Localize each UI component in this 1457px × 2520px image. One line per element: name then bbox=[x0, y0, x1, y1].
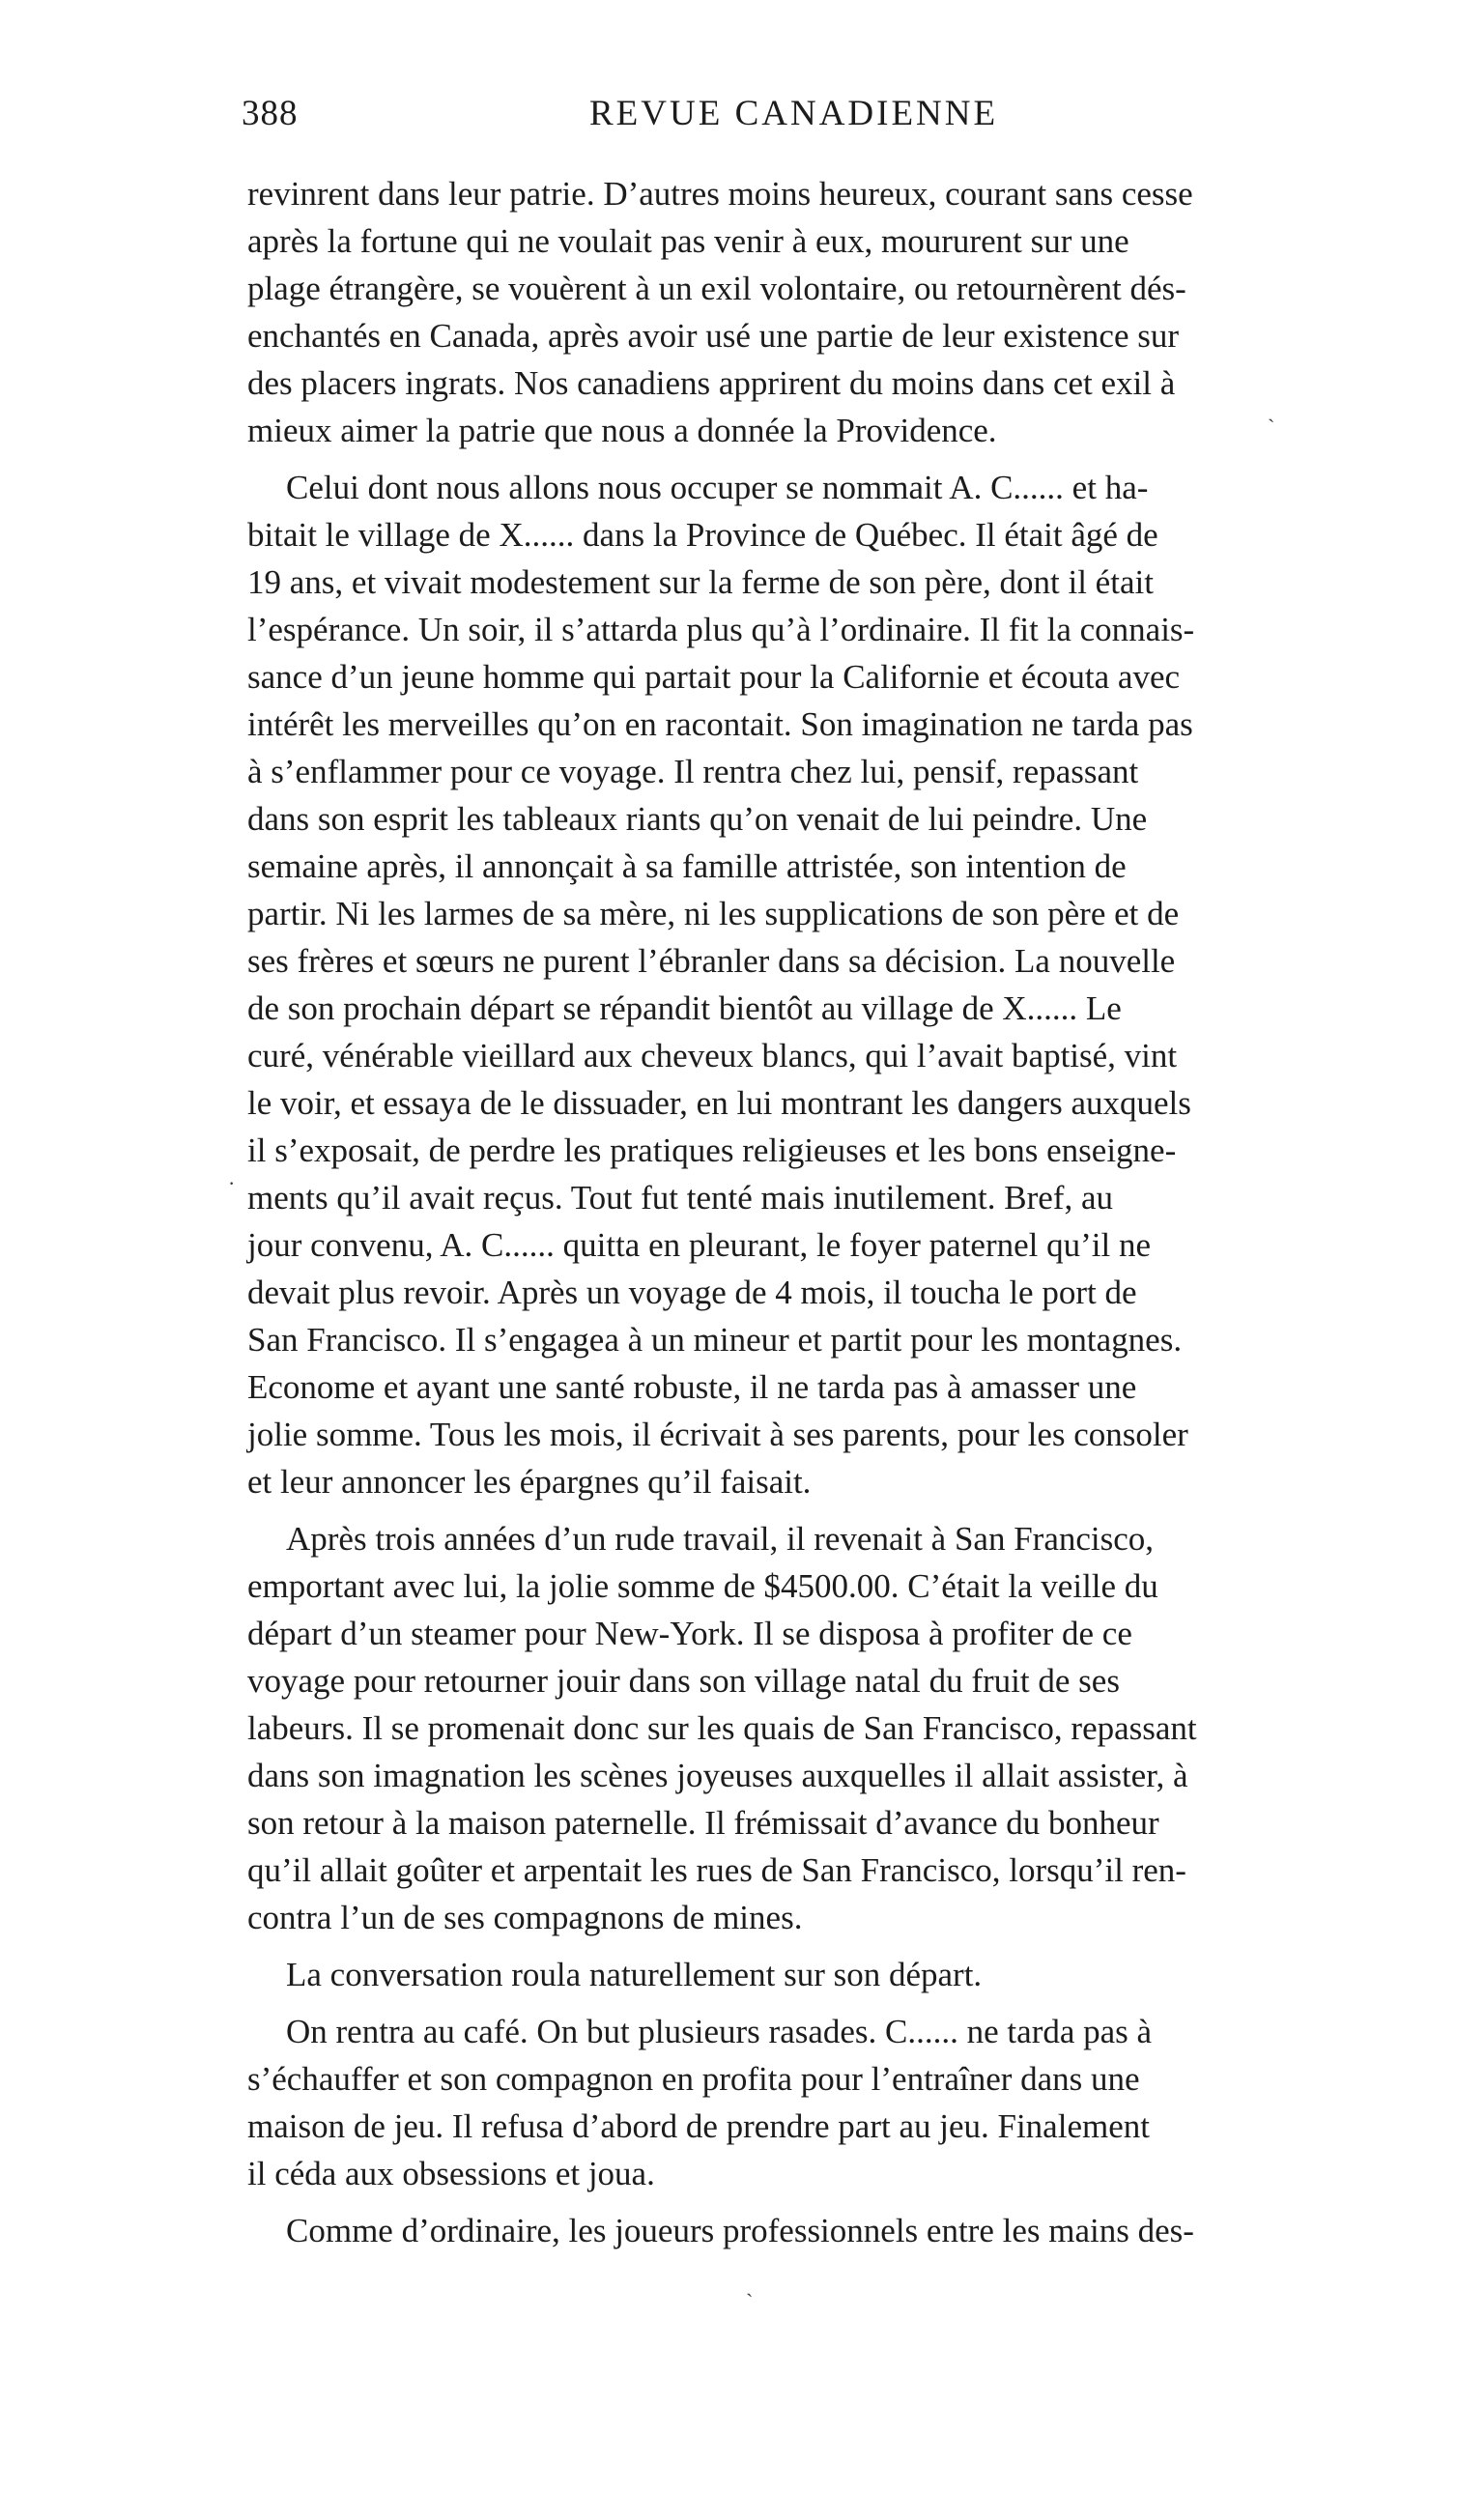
text-line: jour convenu, A. C...... quitta en pleurant, le foyer paternel qu’il ne bbox=[247, 1226, 1152, 1264]
text-line: devait plus revoir. Après un voyage de 4 mois, il toucha le port de bbox=[247, 1274, 1137, 1311]
text-line: dans son esprit les tableaux riants qu’on venait de lui peindre. Une bbox=[247, 800, 1148, 838]
text-line: San Francisco. Il s’engagea à un mineur et partit pour les montagnes. bbox=[247, 1321, 1183, 1359]
running-header bbox=[242, 93, 1188, 141]
text-line: Econome et ayant une santé robuste, il ne tarda pas à amasser une bbox=[247, 1368, 1137, 1406]
text-line: des placers ingrats. Nos canadiens apprirent du moins dans cet exil à bbox=[247, 364, 1176, 402]
body-text bbox=[247, 170, 1387, 2254]
text-line: voyage pour retourner jouir dans son village natal du fruit de ses bbox=[247, 1662, 1120, 1700]
text-line: 19 ans, et vivait modestement sur la ferme de son père, dont il était bbox=[247, 563, 1154, 601]
text-line: après la fortune qui ne voulait pas venir à eux, moururent sur une bbox=[247, 222, 1129, 260]
text-line: Celui dont nous allons nous occuper se nommait A. C...... et ha- bbox=[286, 469, 1149, 506]
text-line: son retour à la maison paternelle. Il frémissait d’avance du bonheur bbox=[247, 1804, 1159, 1842]
text-line: qu’il allait goûter et arpentait les rues de San Francisco, lorsqu’il ren- bbox=[247, 1851, 1186, 1889]
text-line: jolie somme. Tous les mois, il écrivait à ses parents, pour les consoler bbox=[247, 1416, 1188, 1453]
text-line: il s’exposait, de perdre les pratiques religieuses et les bons enseigne- bbox=[247, 1131, 1177, 1169]
text-line: Après trois années d’un rude travail, il revenait à San Francisco, bbox=[286, 1520, 1155, 1558]
text-line: partir. Ni les larmes de sa mère, ni les supplications de son père et de bbox=[247, 895, 1180, 932]
print-speck: ˏ bbox=[746, 2273, 754, 2297]
page-number: 388 bbox=[242, 94, 299, 133]
text-line: plage étrangère, se vouèrent à un exil volontaire, ou retournèrent dés- bbox=[247, 270, 1186, 307]
text-line: curé, vénérable vieillard aux cheveux blancs, qui l’avait baptisé, vint bbox=[247, 1037, 1178, 1074]
text-line: intérêt les merveilles qu’on en racontait. Son imagination ne tarda pas bbox=[247, 705, 1193, 743]
text-line: s’échauffer et son compagnon en profita pour l’entraîner dans une bbox=[247, 2060, 1140, 2098]
text-line: l’espérance. Un soir, il s’attarda plus qu’à l’ordinaire. Il fit la connais- bbox=[247, 611, 1195, 648]
journal-title: REVUE CANADIENNE bbox=[589, 94, 999, 133]
text-line: mieux aimer la patrie que nous a donnée la Providence. bbox=[247, 412, 997, 449]
text-line: maison de jeu. Il refusa d’abord de prendre part au jeu. Finalement bbox=[247, 2107, 1150, 2145]
text-line: dans son imagnation les scènes joyeuses auxquelles il allait assister, à bbox=[247, 1757, 1188, 1794]
paragraph-5 bbox=[247, 2008, 1387, 2197]
text-line: labeurs. Il se promenait donc sur les quais de San Francisco, repassant bbox=[247, 1709, 1197, 1747]
text-line: bitait le village de X...... dans la Province de Québec. Il était âgé de bbox=[247, 516, 1158, 554]
text-line: à s’enflammer pour ce voyage. Il rentra chez lui, pensif, repassant bbox=[247, 753, 1139, 790]
text-line: emportant avec lui, la jolie somme de $4500.00. C’était la veille du bbox=[247, 1567, 1158, 1605]
text-line: ments qu’il avait reçus. Tout fut tenté mais inutilement. Bref, au bbox=[247, 1179, 1113, 1217]
text-line: On rentra au café. On but plusieurs rasades. C...... ne tarda pas à bbox=[286, 2013, 1153, 2050]
text-line: semaine après, il annonçait à sa famille attristée, son intention de bbox=[247, 847, 1127, 885]
text-line: contra l’un de ses compagnons de mines. bbox=[247, 1899, 803, 1936]
text-line: enchantés en Canada, après avoir usé une partie de leur existence sur bbox=[247, 317, 1180, 355]
text-line: il céda aux obsessions et joua. bbox=[247, 2155, 655, 2192]
text-line: de son prochain départ se répandit bientôt au village de X...... Le bbox=[247, 989, 1122, 1027]
text-line: et leur annoncer les épargnes qu’il faisait. bbox=[247, 1463, 812, 1501]
paragraph-6 bbox=[247, 2207, 1387, 2254]
text-line: revinrent dans leur patrie. D’autres moins heureux, courant sans cesse bbox=[247, 175, 1193, 213]
text-line: sance d’un jeune homme qui partait pour la Californie et écouta avec bbox=[247, 658, 1181, 696]
paragraph-1 bbox=[247, 170, 1387, 454]
print-speck: ˎ bbox=[1268, 398, 1275, 422]
paragraph-3 bbox=[247, 1515, 1387, 1941]
print-speck: · bbox=[228, 1171, 236, 1195]
paragraph-2 bbox=[247, 464, 1387, 1505]
text-line: le voir, et essaya de le dissuader, en lui montrant les dangers auxquels bbox=[247, 1084, 1191, 1122]
paragraph-4 bbox=[247, 1951, 1387, 1998]
text-line: La conversation roula naturellement sur son départ. bbox=[286, 1956, 983, 1993]
text-line: Comme d’ordinaire, les joueurs professionnels entre les mains des- bbox=[286, 2212, 1194, 2249]
text-line: ses frères et sœurs ne purent l’ébranler dans sa décision. La nouvelle bbox=[247, 942, 1176, 980]
text-line: départ d’un steamer pour New-York. Il se disposa à profiter de ce bbox=[247, 1615, 1132, 1652]
